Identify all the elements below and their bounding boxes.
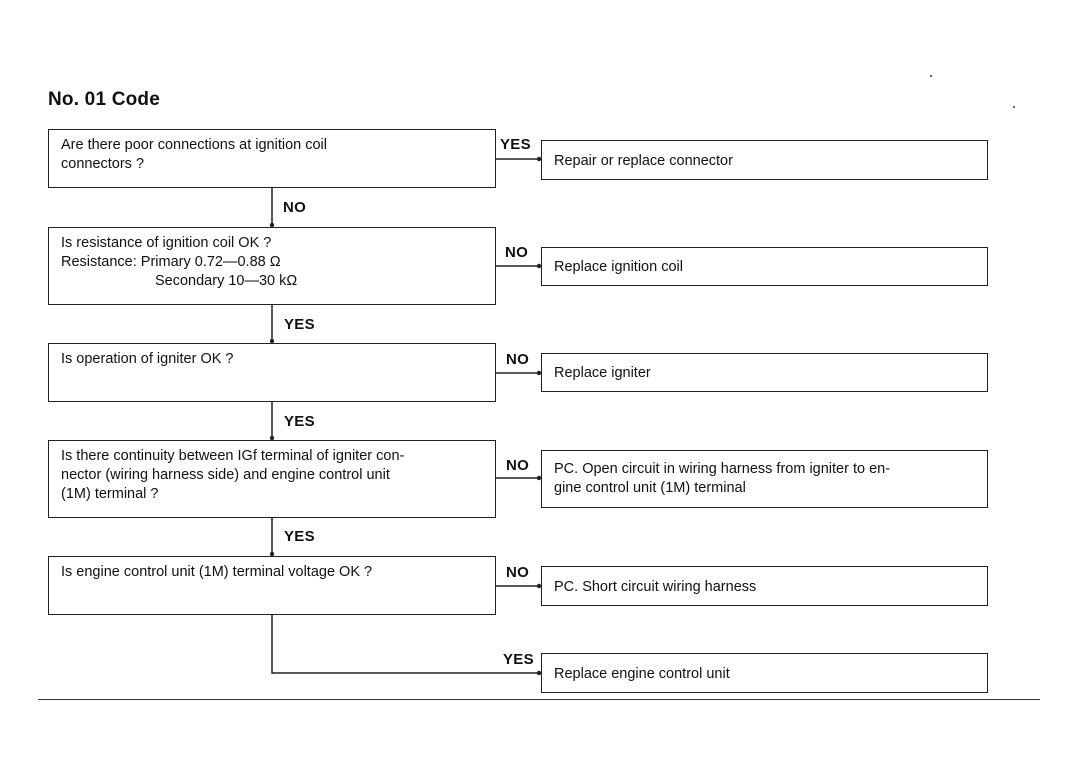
- question-box-ignition-coil-connectors: [48, 129, 496, 188]
- action-box-replace-ecu: [541, 653, 988, 693]
- question-text: (1M) terminal ?: [61, 486, 159, 502]
- question-text: connectors ?: [61, 156, 145, 172]
- question-box-igniter-operation: [48, 343, 496, 402]
- question-text: Is operation of igniter OK ?: [61, 351, 234, 367]
- action-box-open-circuit: [541, 450, 988, 508]
- action-text: PC. Short circuit wiring harness: [554, 578, 757, 595]
- branch-label-no: NO: [506, 351, 530, 368]
- question-text: Is engine control unit (1M) terminal voltage OK ?: [61, 564, 373, 580]
- branch-label-no: NO: [283, 199, 307, 216]
- action-box-short-circuit: [541, 566, 988, 606]
- branch-label-yes: YES: [503, 651, 534, 668]
- page-title: No. 01 Code: [48, 89, 160, 110]
- branch-label-no: NO: [506, 457, 530, 474]
- branch-label-yes: YES: [284, 413, 315, 430]
- scan-speck: [930, 75, 932, 77]
- question-text: Resistance: Primary 0.72—0.88 Ω: [61, 254, 281, 270]
- question-text: Secondary 10—30 kΩ: [155, 273, 298, 289]
- branch-label-yes: YES: [500, 136, 531, 153]
- question-text: nector (wiring harness side) and engine control unit: [61, 467, 390, 483]
- action-box-repair-connector: [541, 140, 988, 180]
- action-text: PC. Open circuit in wiring harness from igniter to en-: [554, 461, 891, 477]
- branch-label-no: NO: [506, 564, 530, 581]
- action-text: Repair or replace connector: [554, 152, 733, 169]
- scan-speck: [1013, 106, 1015, 108]
- branch-label-no: NO: [505, 244, 529, 261]
- question-box-igf-continuity: [48, 440, 496, 518]
- branch-label-yes: YES: [284, 316, 315, 333]
- question-text: Is there continuity between IGf terminal of igniter con-: [61, 448, 405, 464]
- action-text: gine control unit (1M) terminal: [554, 480, 746, 496]
- question-text: Is resistance of ignition coil OK ?: [61, 235, 272, 251]
- question-text: Are there poor connections at ignition coil: [61, 137, 327, 153]
- branch-label-yes: YES: [284, 528, 315, 545]
- action-text: Replace igniter: [554, 365, 651, 381]
- question-box-ignition-coil-resistance: [48, 227, 496, 305]
- action-text: Replace ignition coil: [554, 259, 683, 275]
- action-box-replace-igniter: [541, 353, 988, 392]
- bottom-rule: [38, 699, 1040, 700]
- action-box-replace-ignition-coil: [541, 247, 988, 286]
- action-text: Replace engine control unit: [554, 665, 730, 682]
- question-box-ecu-terminal-voltage: [48, 556, 496, 615]
